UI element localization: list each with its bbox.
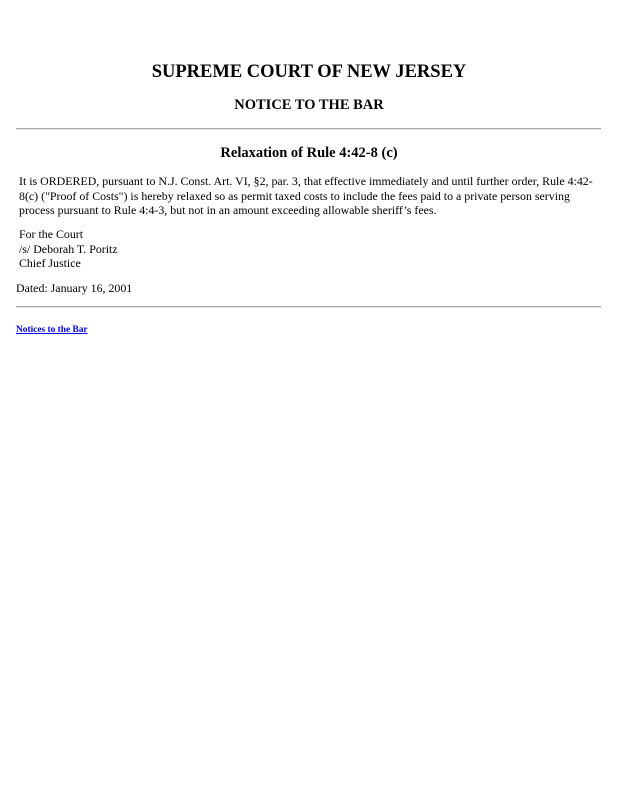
notices-to-the-bar-link[interactable]: Notices to the Bar <box>16 325 88 335</box>
dated-line: Dated: January 16, 2001 <box>16 281 133 295</box>
signature-line-title: Chief Justice <box>19 256 81 270</box>
order-paragraph: It is ORDERED, pursuant to N.J. Const. Art. VI, §2, par. 3, that effective immediately and until further order, Rule 4:42-8(c) ("Proof of Costs") is hereby relaxed so as permit taxed costs to include the fees paid to a private person serving process pursuant to Rule 4:4-3, but not in an amount exceeding allowable sheriff’s fees. <box>19 174 593 217</box>
bottom-divider <box>16 306 601 308</box>
signature-block <box>19 227 118 271</box>
signature-line-for-the-court: For the Court <box>19 227 84 241</box>
top-divider <box>16 128 601 130</box>
signature-line-signer: /s/ Deborah T. Poritz <box>19 241 118 256</box>
section-title: Relaxation of Rule 4:42-8 (c) <box>220 145 398 161</box>
notice-title: NOTICE TO THE BAR <box>234 97 384 113</box>
court-title: SUPREME COURT OF NEW JERSEY <box>151 62 467 82</box>
